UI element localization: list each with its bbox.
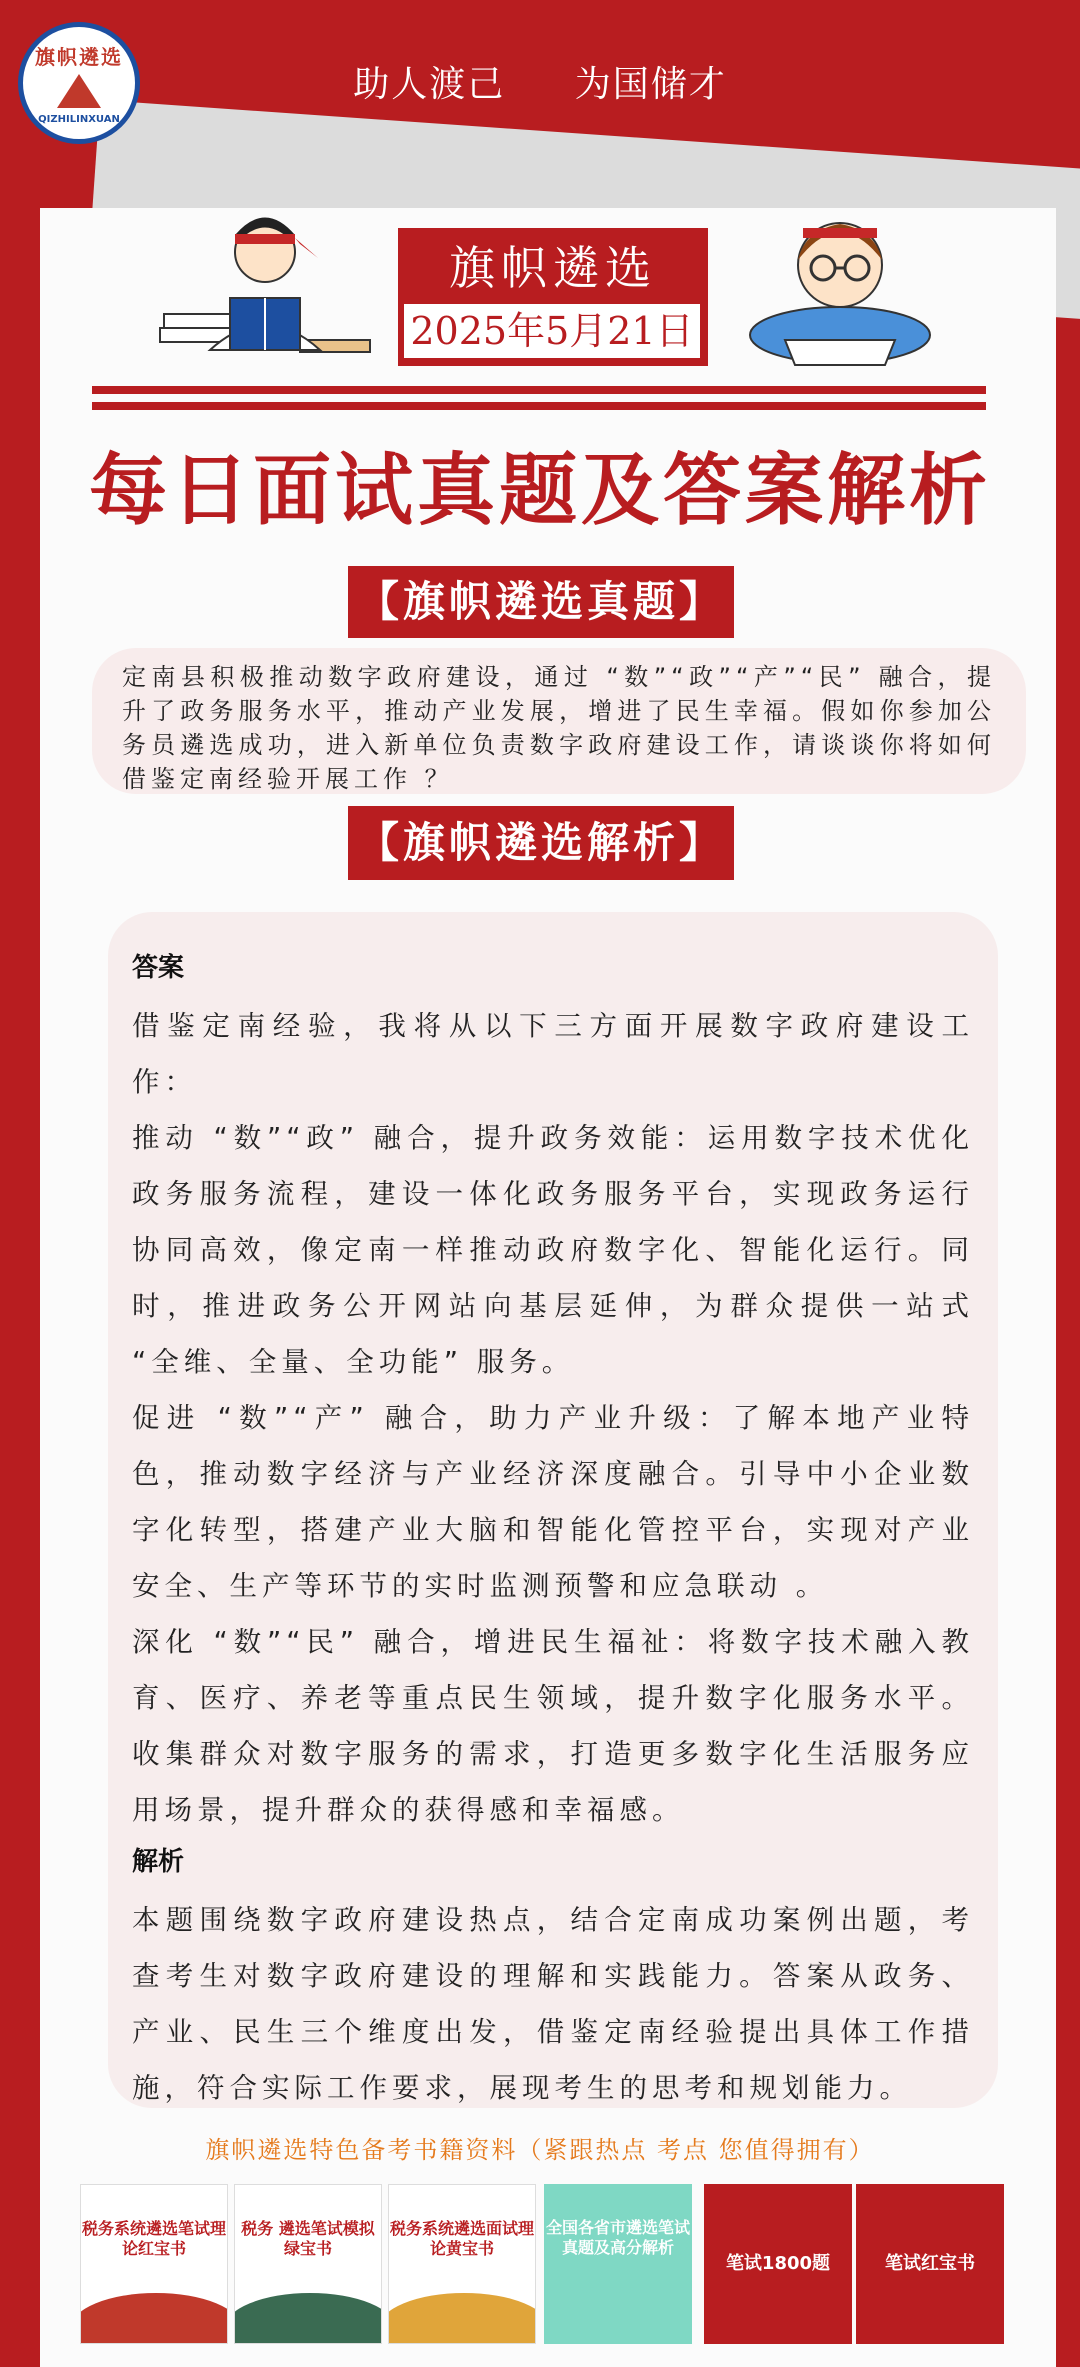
answer-point: 深化 “数”“民” 融合，增进民生福祉：将数字技术融入教育、医疗、养老等重点民生领域，提升数字化服务水平。收集群众对数字服务的需求，打造更多数字化生活服务应用场景，提升群众的获得感和幸福感。	[132, 1626, 974, 1826]
question-text: 定南县积极推动数字政府建设，通过 “数”“政”“产”“民” 融合，提升了政务服务水平，推动产业发展，增进了民生幸福。假如你参加公务员遴选成功，进入新单位负责数字政府建设工作，请谈谈你将如何借鉴定南经验开展工作 ？	[122, 663, 996, 793]
answer-intro: 借鉴定南经验，我将从以下三方面开展数字政府建设工作：	[132, 1010, 974, 1098]
slogan-left: 助人渡己	[353, 64, 506, 105]
book-cover[interactable]	[388, 2184, 536, 2344]
analysis-heading: 解析	[132, 1847, 185, 1877]
student-writing-icon	[725, 200, 955, 370]
book-cover[interactable]	[234, 2184, 382, 2344]
brand-date-box	[398, 228, 708, 366]
book-title: 全国各省市遴选笔试真题及高分解析	[545, 2218, 690, 2257]
book-title: 税务系统遴选面试理论黄宝书	[389, 2219, 534, 2258]
answer-panel	[108, 912, 998, 2108]
book-cover[interactable]	[856, 2184, 1004, 2344]
book-cover[interactable]	[80, 2184, 228, 2344]
question-box	[92, 648, 1026, 794]
book-wave	[234, 2293, 382, 2344]
answer-point: 推动 “数”“政” 融合，提升政务效能：运用数字技术优化政务服务流程，建设一体化政务服务平台，实现政务运行协同高效，像定南一样推动政府数字化、智能化运行。同时，推进政务公开网站向基层延伸，为群众提供一站式 “全维、全量、全功能” 服务。	[132, 1122, 974, 1378]
book-cover[interactable]	[704, 2184, 852, 2344]
analysis-tag: 【旗帜遴选解析】	[348, 806, 734, 880]
book-title: 笔试1800题	[725, 2253, 831, 2274]
answer-point: 促进 “数”“产” 融合，助力产业升级：了解本地产业特色，推动数字经济与产业经济深度融合。引导中小企业数字化转型，搭建产业大脑和智能化管控平台，实现对产业安全、生产等环节的实时监测预警和应急联动 。	[132, 1402, 974, 1602]
date-label: 2025年5月21日	[404, 304, 700, 358]
book-title: 笔试红宝书	[885, 2253, 975, 2274]
promo-text: 旗帜遴选特色备考书籍资料（紧跟热点 考点 您值得拥有）	[205, 2136, 875, 2164]
slogan	[0, 56, 1080, 107]
divider-bottom	[92, 402, 986, 410]
student-reading-icon	[150, 200, 380, 380]
logo-title: 旗帜遴选	[35, 45, 123, 69]
answer-heading: 答案	[132, 953, 185, 983]
question-tag: 【旗帜遴选真题】	[348, 566, 734, 638]
book-wave	[80, 2293, 228, 2344]
book-cover[interactable]	[544, 2184, 692, 2344]
main-title: 每日面试真题及答案解析	[88, 446, 991, 536]
book-title: 税务 遴选笔试模拟绿宝书	[241, 2219, 375, 2258]
divider-top	[92, 386, 986, 394]
logo-subtitle: QIZHILINXUAN	[38, 114, 120, 125]
book-title: 税务系统遴选笔试理论红宝书	[81, 2219, 226, 2258]
brand-title: 旗帜遴选	[449, 241, 657, 295]
book-wave	[388, 2293, 536, 2344]
slogan-right: 为国储才	[574, 64, 727, 105]
analysis-text: 本题围绕数字政府建设热点，结合定南成功案例出题，考查考生对数字政府建设的理解和实践能力。答案从政务、产业、民生三个维度出发，借鉴定南经验提出具体工作措施，符合实际工作要求，展现考生的思考和规划能力。	[132, 1904, 974, 2104]
